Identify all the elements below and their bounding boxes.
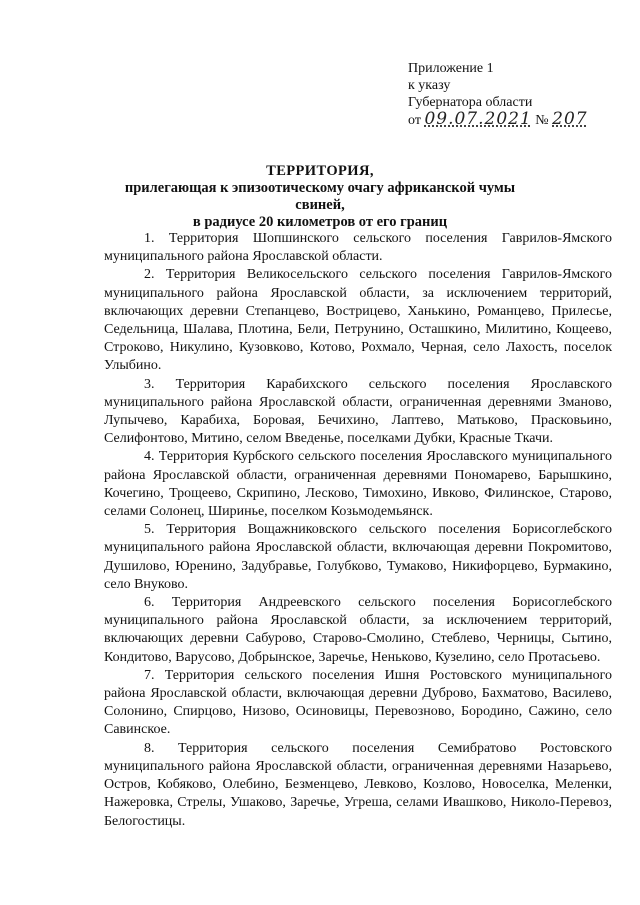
territory-item-6: 6. Территория Андреевского сельского поселения Борисоглебского муниципального района Ярославской области, за исключением территорий, включающих деревни Сабурово, Старово-Смолино, Стеблево, Черницы, Сытино, Кондитово, Варусово, Добрынское, Заречье, Неньково, Кузелино, село Протасьево. <box>104 595 612 665</box>
territory-list <box>104 230 612 831</box>
appendix-decree-ref: к указу <box>408 78 451 93</box>
territory-item-1: 1. Территория Шопшинского сельского поселения Гаврилов-Ямского муниципального района Ярославской области. <box>104 231 612 265</box>
document-title <box>100 163 540 231</box>
date-prefix: от <box>408 113 421 128</box>
territory-item-5: 5. Территория Вощажниковского сельского поселения Борисоглебского муниципального района Ярославской области, включающая деревни Покромитово, Душилово, Юренино, Задубравье, Голубково, Тумаково, Никифорцево, Бурмакино, село Внуково. <box>104 522 612 592</box>
territory-item-2: 2. Территория Великосельского сельского поселения Гаврилов-Ямского муниципального района Ярославской области, за исключением территорий, включающих деревни Степанцево, Вострицево, Ханькино, Романцево, Прилесье, Седельница, Шалава, Плотина, Бели, Петрунино, Осташкино, Милитино, Кощеево, Строково, Никулино, Кузовково, Котово, Рохмало, Черная, село Лахость, поселок Улыбино. <box>104 267 612 374</box>
title-subtitle-line-1: прилегающая к эпизоотическому очагу африканской чумы свиней, <box>124 180 516 213</box>
appendix-date-line <box>408 111 628 129</box>
title-main: ТЕРРИТОРИЯ, <box>266 163 374 179</box>
decree-number: 207 <box>552 109 588 129</box>
appendix-title: Приложение 1 <box>408 61 494 76</box>
territory-item-8: 8. Территория сельского поселения Семибратово Ростовского муниципального района Ярославской области, ограниченная деревнями Назарьево, Остров, Кобяково, Олебино, Безменцево, Левково, Козлово, Новоселка, Меленки, Нажеровка, Стрелы, Ушаково, Заречье, Угреша, селами Ивашково, Николо-Перевоз, Белогостицы. <box>104 740 612 829</box>
territory-item-4: 4. Территория Курбского сельского поселения Ярославского муниципального района Ярославской области, ограниченная деревнями Пономарево, Барышкино, Кочегино, Трощеево, Скрипино, Лесково, Тимохино, Ивково, Филинское, Старово, селами Солонец, Ширинье, поселком Козьмодемьянск. <box>104 449 612 520</box>
title-subtitle-line-2: в радиусе 20 километров от его границ <box>192 214 448 230</box>
territory-item-3: 3. Территория Карабихского сельского поселения Ярославского муниципального района Ярославской области, ограниченная деревнями Зманово, Лупычево, Карабиха, Боровая, Бечихино, Лаптево, Матьково, Прасковьино, Селифонтово, Митино, селом Введенье, поселками Дубки, Красные Ткачи. <box>104 376 612 447</box>
decree-date: 09.07.2021 <box>424 109 532 129</box>
appendix-governor: Губернатора области <box>408 95 533 110</box>
appendix-block <box>408 60 628 129</box>
number-prefix: № <box>535 113 549 128</box>
territory-item-7: 7. Территория сельского поселения Ишня Ростовского муниципального района Ярославской области, включающая деревни Дуброво, Бахматово, Василево, Солонино, Спирцово, Низово, Осиновицы, Перевозново, Бородино, Сажино, село Савинское. <box>104 667 612 738</box>
